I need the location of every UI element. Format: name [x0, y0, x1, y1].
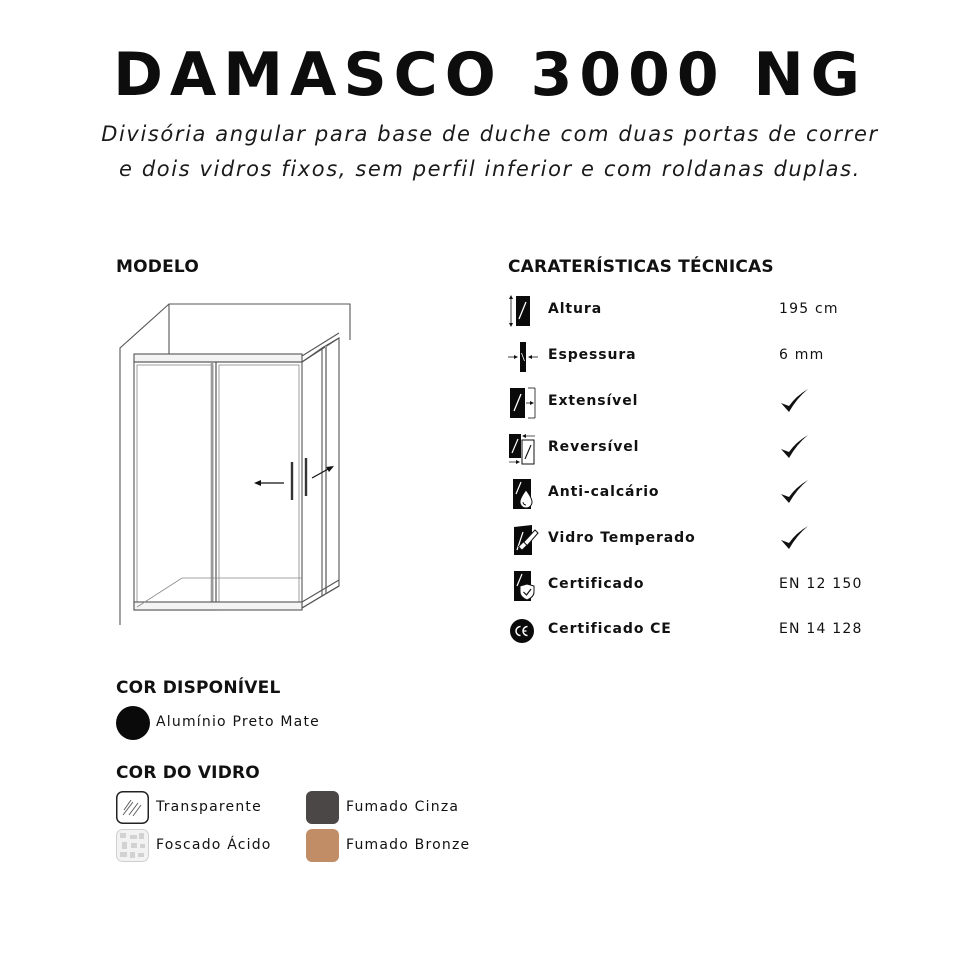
checkmark-icon [777, 386, 811, 418]
glass-swatch-bronze [306, 829, 339, 862]
spec-label: Anti-calcário [548, 484, 660, 500]
extensible-icon [505, 385, 541, 421]
color-swatch-black [116, 706, 150, 740]
spec-row-altura [505, 293, 905, 329]
spec-row-extensivel [505, 385, 905, 421]
specs-heading: CARATERÍSTICAS TÉCNICAS [508, 257, 774, 277]
spec-row-reversivel [505, 431, 905, 467]
glass-label: Foscado Ácido [156, 837, 272, 853]
product-subtitle: Divisória angular para base de duche com duas portas de correr e dois vidros fixos, sem perfil inferior e com roldanas duplas. [101, 122, 879, 181]
model-heading: MODELO [116, 257, 199, 277]
spec-label: Espessura [548, 347, 637, 363]
reversible-icon [505, 431, 541, 467]
certified-icon [505, 568, 541, 604]
spec-row-espessura [505, 339, 905, 375]
spec-label: Extensível [548, 393, 639, 409]
spec-value: 195 cm [779, 301, 839, 317]
ce-mark-icon [505, 613, 541, 649]
checkmark-icon [777, 523, 811, 555]
product-title: DAMASCO 3000 NG [113, 40, 867, 110]
spec-label: Certificado CE [548, 621, 672, 637]
spec-row-certificado-ce [505, 613, 905, 649]
glass-swatch-grey [306, 791, 339, 824]
spec-label: Altura [548, 301, 603, 317]
spec-label: Vidro Temperado [548, 530, 696, 546]
spec-label: Reversível [548, 439, 640, 455]
shower-enclosure-drawing [112, 296, 362, 632]
anti-limescale-icon [505, 476, 541, 512]
spec-value: EN 14 128 [779, 621, 863, 637]
thickness-icon [505, 339, 541, 375]
spec-row-anti-calcario [505, 476, 905, 512]
color-label: Alumínio Preto Mate [156, 714, 320, 730]
height-icon [505, 293, 541, 329]
glass-label: Transparente [156, 799, 262, 815]
glass-option-transparent [116, 791, 296, 827]
spec-label: Certificado [548, 576, 645, 592]
glass-label: Fumado Bronze [346, 837, 471, 853]
glass-label: Fumado Cinza [346, 799, 460, 815]
glass-option-bronze [306, 829, 506, 865]
color-option [116, 706, 416, 742]
spec-row-vidro-temperado [505, 522, 905, 558]
glass-option-frosted [116, 829, 296, 865]
spec-value: 6 mm [779, 347, 825, 363]
glass-swatch-transparent [116, 791, 149, 824]
glass-heading: COR DO VIDRO [116, 763, 260, 783]
spec-row-certificado [505, 568, 905, 604]
glass-option-grey [306, 791, 506, 827]
glass-swatch-frosted [116, 829, 149, 862]
spec-value: EN 12 150 [779, 576, 863, 592]
color-heading: COR DISPONÍVEL [116, 678, 281, 698]
tempered-glass-icon [505, 522, 541, 558]
checkmark-icon [777, 432, 811, 464]
checkmark-icon [777, 477, 811, 509]
